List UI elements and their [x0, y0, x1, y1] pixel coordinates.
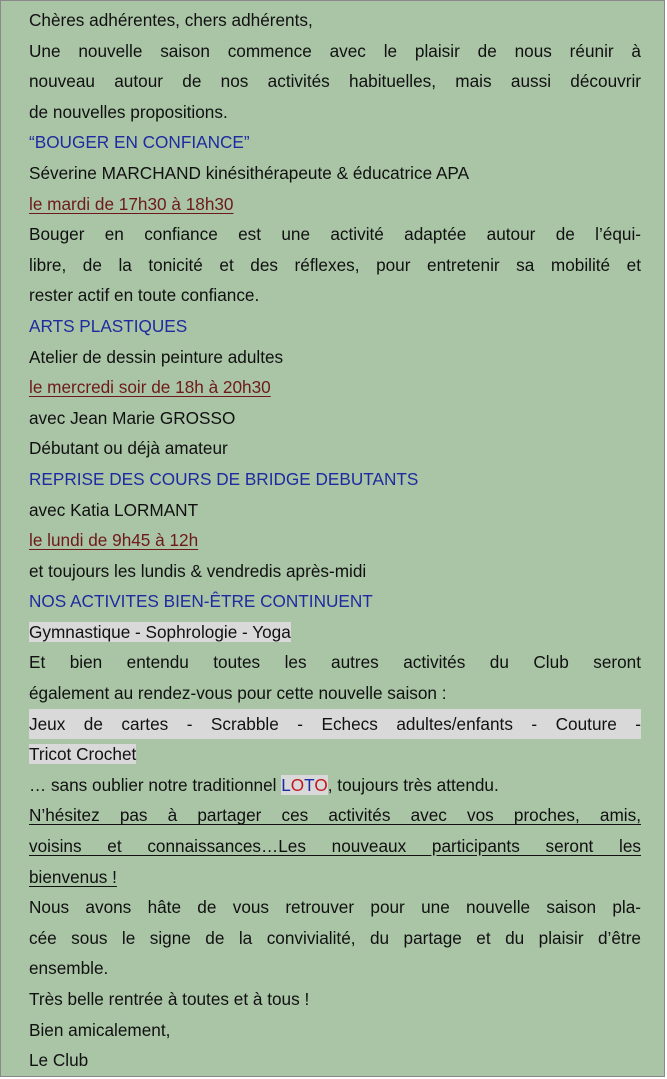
intro-line-3: de nouvelles propositions.	[29, 101, 228, 122]
share-line-3: bienvenus !	[29, 866, 117, 887]
arts-title: ARTS PLASTIQUES	[29, 315, 188, 336]
arts-desc: Atelier de dessin peinture adultes	[29, 346, 284, 367]
games-line-2: Tricot Crochet	[29, 744, 137, 765]
bouger-desc-line-2: libre, de la tonicité et des réflexes, pour entretenir sa mobilité et	[29, 254, 641, 275]
bouger-desc-line-1: Bouger en confiance est une activité adaptée autour de l’équi-	[29, 224, 641, 245]
bridge-teacher: avec Katia LORMANT	[29, 499, 199, 520]
bridge-date: le lundi de 9h45 à 12h	[29, 530, 199, 551]
signature: Le Club	[29, 1050, 89, 1071]
loto-after: , toujours très attendu.	[327, 774, 499, 795]
bouger-title: “BOUGER EN CONFIANCE”	[29, 132, 250, 153]
closing-line-1: Nous avons hâte de vous retrouver pour une nouvelle saison pla-	[29, 897, 641, 918]
arts-date: le mercredi soir de 18h à 20h30	[29, 377, 271, 398]
loto-line	[29, 770, 641, 801]
bouger-desc-line-3: rester actif en toute confiance.	[29, 285, 260, 306]
share-line-1: N’hésitez pas à partager ces activités avec vos proches, amis,	[29, 805, 641, 826]
closing-line-3: ensemble.	[29, 958, 109, 979]
closing-wish: Très belle rentrée à toutes et à tous !	[29, 989, 310, 1009]
others-line-1: Et bien entendu toutes les autres activités du Club seront	[29, 652, 641, 673]
share-line-2: voisins et connaissances…Les nouveaux participants seront les	[29, 836, 641, 857]
loto-word: LOTO	[281, 774, 328, 795]
bouger-date: le mardi de 17h30 à 18h30	[29, 193, 234, 214]
newsletter-text	[29, 5, 641, 1076]
others-line-2: également au rendez-vous pour cette nouvelle saison :	[29, 683, 447, 704]
arts-level: Débutant ou déjà amateur	[29, 438, 228, 459]
intro-line-1: Une nouvelle saison commence avec le plaisir de nous réunir à	[29, 40, 641, 61]
wellness-title: NOS ACTIVITES BIEN-ÊTRE CONTINUENT	[29, 591, 373, 612]
bridge-title: REPRISE DES COURS DE BRIDGE DEBUTANTS	[29, 468, 419, 489]
loto-before: … sans oublier notre traditionnel	[29, 774, 282, 795]
intro-line-2: nouveau autour de nos activités habituelles, mais aussi découvrir	[29, 71, 641, 92]
bridge-extra: et toujours les lundis & vendredis après-midi	[29, 560, 367, 581]
closing-regards: Bien amicalement,	[29, 1019, 171, 1040]
closing-line-2: cée sous le signe de la convivialité, du partage et du plaisir d’être	[29, 927, 641, 948]
wellness-list: Gymnastique - Sophrologie - Yoga	[29, 621, 291, 642]
games-line-1: Jeux de cartes - Scrabble - Echecs adultes/enfants - Couture -	[29, 709, 641, 740]
bouger-coach: Séverine MARCHAND kinésithérapeute & éducatrice APA	[29, 162, 470, 183]
arts-teacher: avec Jean Marie GROSSO	[29, 407, 236, 428]
greeting: Chères adhérentes, chers adhérents,	[29, 10, 313, 30]
